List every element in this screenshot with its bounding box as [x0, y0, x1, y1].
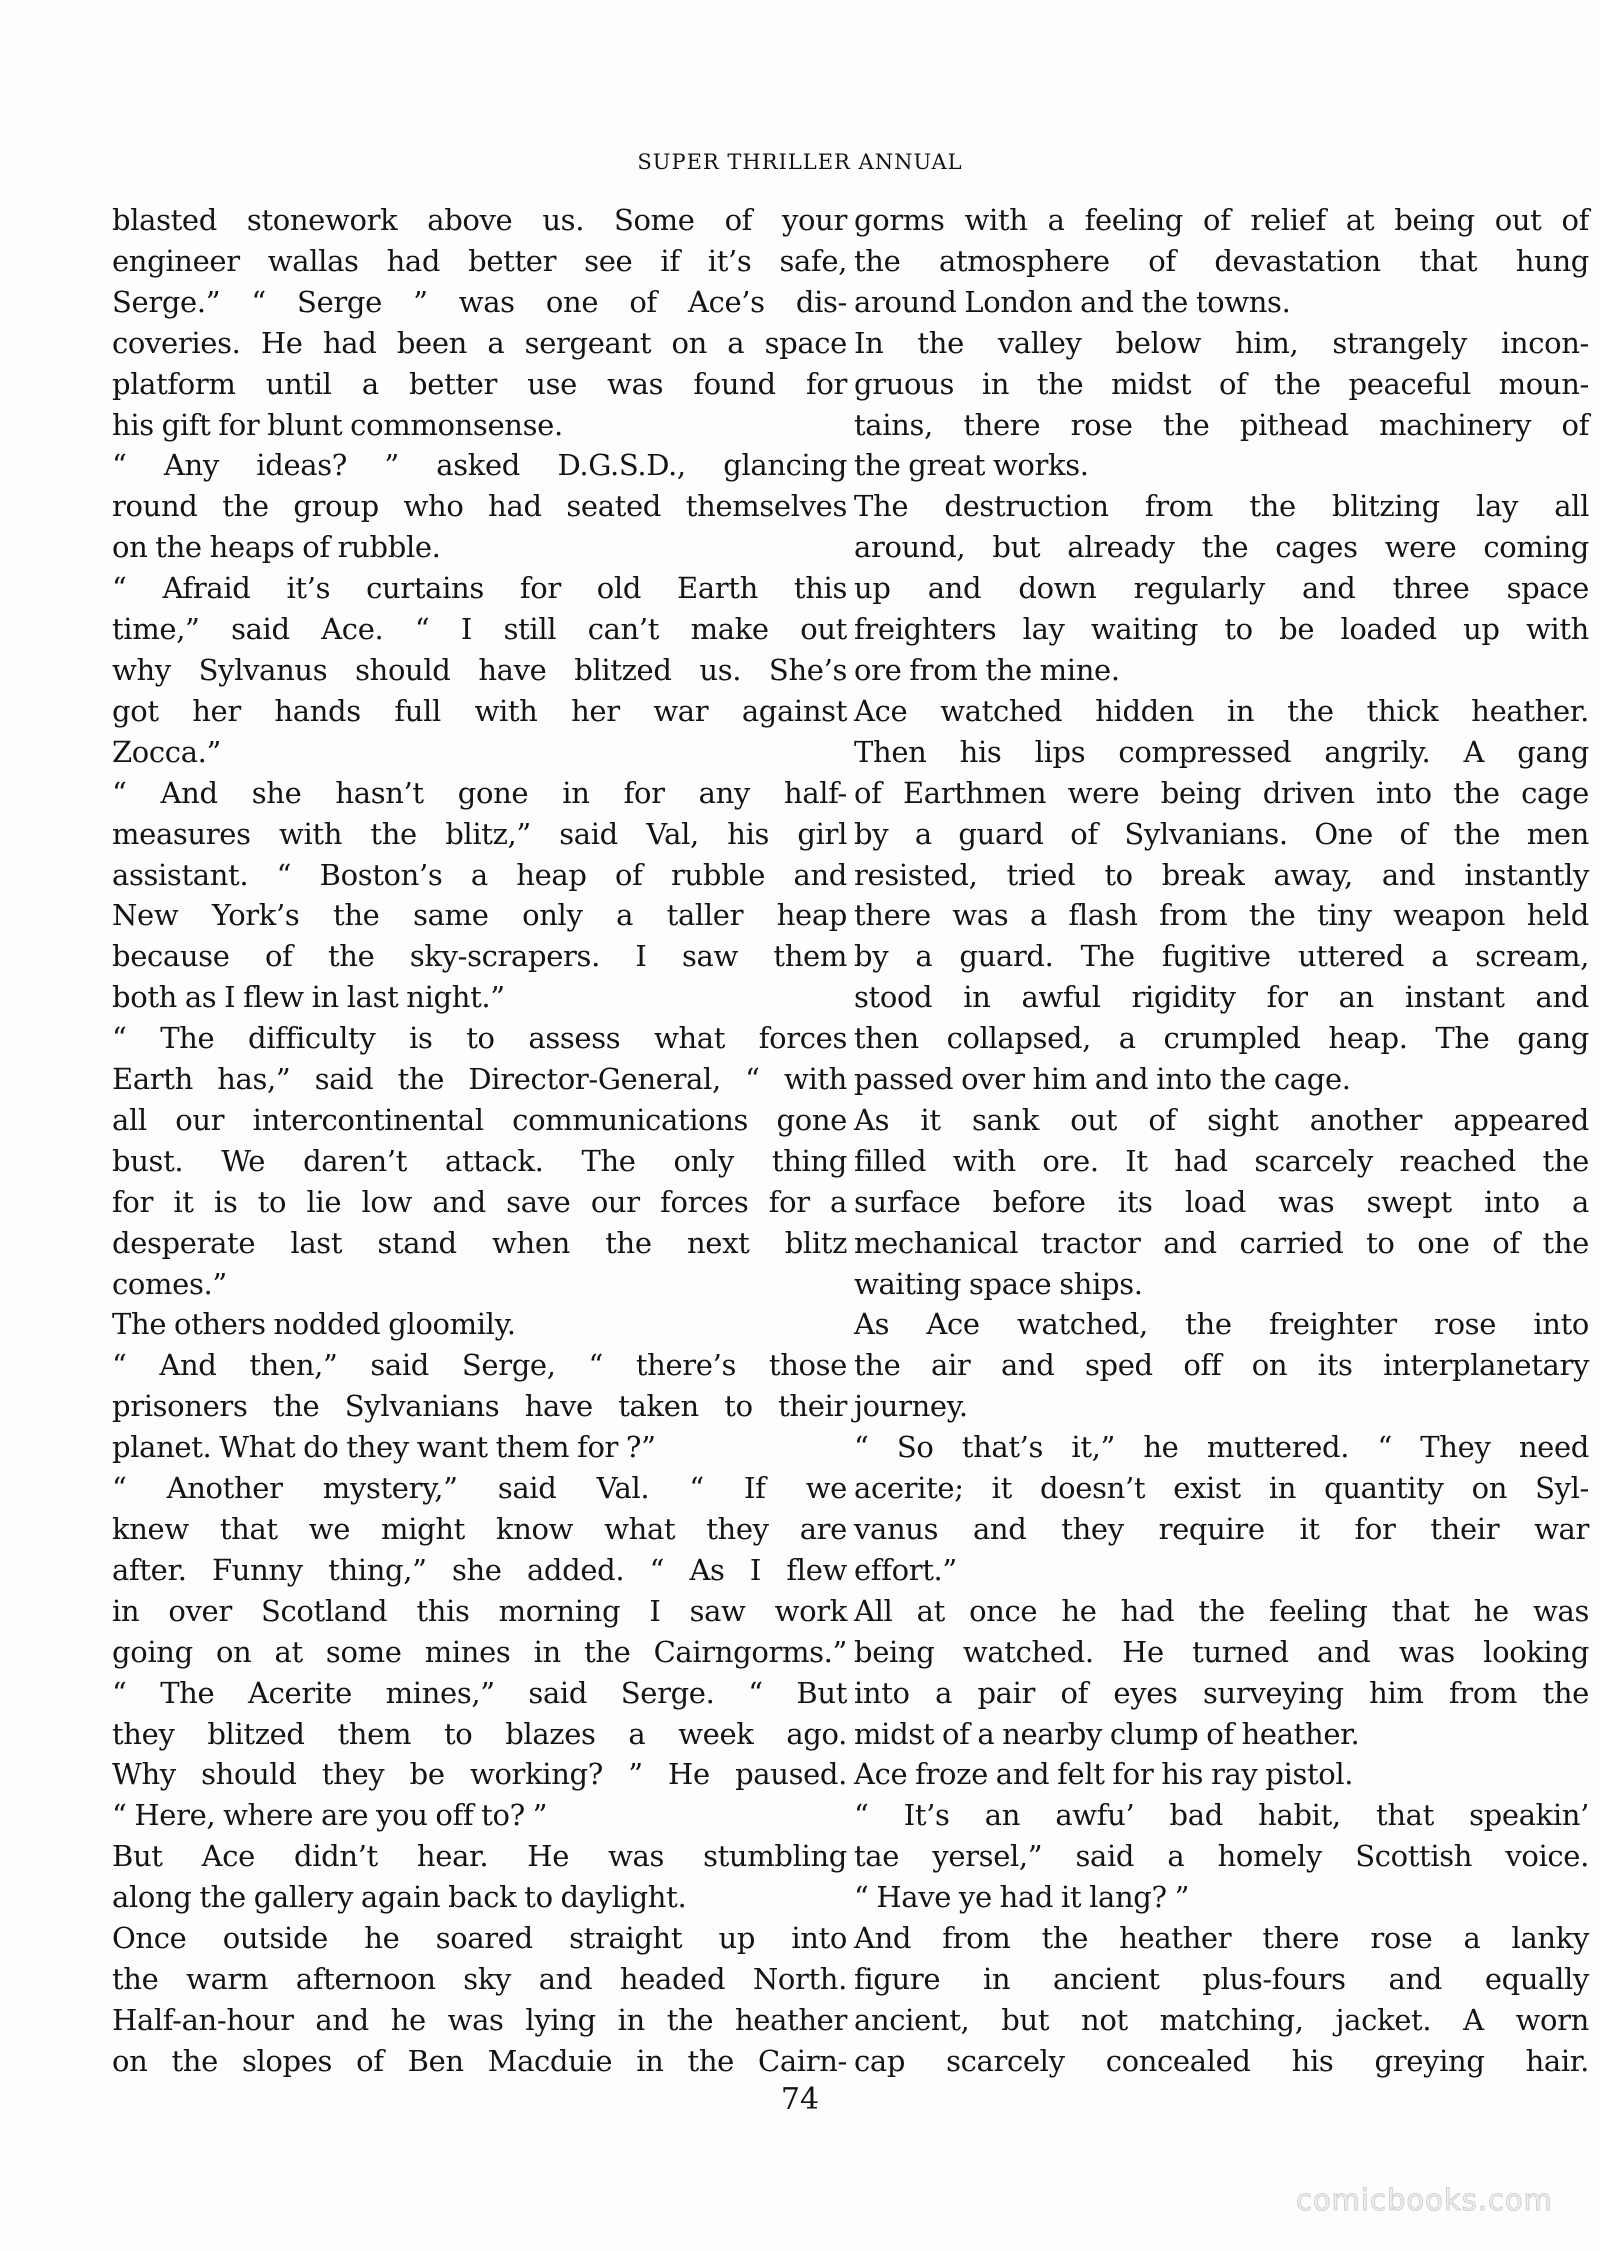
text-line: there was a flash from the tiny weapon held	[854, 898, 1589, 933]
page-number: 74	[780, 2082, 820, 2117]
text-line: for it is to lie low and save our forces for a	[112, 1184, 847, 1219]
text-line: tae yersel,” said a homely Scottish voice.	[854, 1839, 1589, 1874]
text-line: The destruction from the blitzing lay all	[854, 489, 1589, 524]
text-line: bust. We daren’t attack. The only thing	[112, 1143, 847, 1178]
text-line: waiting space ships.	[854, 1266, 1143, 1301]
text-line: because of the sky-scrapers. I saw them	[112, 939, 847, 974]
text-line: time,” said Ace. “ I still can’t make out	[112, 612, 847, 647]
text-line: by a guard of Sylvanians. One of the men	[854, 816, 1589, 851]
text-line: journey.	[854, 1389, 968, 1424]
text-line: acerite; it doesn’t exist in quantity on Syl-	[854, 1471, 1589, 1506]
text-line: the warm afternoon sky and headed North.	[112, 1961, 847, 1996]
text-line: passed over him and into the cage.	[854, 1062, 1351, 1097]
watermark: comicbooks.com	[1296, 2183, 1553, 2217]
text-line: both as I flew in last night.”	[112, 980, 505, 1015]
text-line: “ And then,” said Serge, “ there’s those	[112, 1348, 847, 1383]
text-line: why Sylvanus should have blitzed us. She’s	[112, 652, 847, 687]
text-line: on the heaps of rubble.	[112, 530, 441, 565]
text-line: “ The Acerite mines,” said Serge. “ But	[112, 1675, 847, 1710]
text-line: his gift for blunt commonsense.	[112, 407, 563, 442]
right-column	[854, 200, 1589, 2082]
text-line: planet. What do they want them for ?”	[112, 1430, 656, 1465]
text-line: on the slopes of Ben Macduie in the Cairn-	[112, 2043, 847, 2078]
text-line: cap scarcely concealed his greying hair.	[854, 2043, 1589, 2078]
text-line: coveries. He had been a sergeant on a space	[112, 325, 847, 360]
text-line: Earth has,” said the Director-General, “ with	[112, 1062, 847, 1097]
text-line: the air and sped off on its interplanetary	[854, 1348, 1589, 1383]
text-line: “ So that’s it,” he muttered. “ They need	[854, 1430, 1589, 1465]
text-line: Zocca.”	[112, 734, 221, 769]
text-line: midst of a nearby clump of heather.	[854, 1716, 1360, 1751]
text-line: ancient, but not matching, jacket. A worn	[854, 2002, 1589, 2037]
text-line: “ The difficulty is to assess what forces	[112, 1021, 847, 1056]
text-line: Serge.” “ Serge ” was one of Ace’s dis-	[112, 284, 847, 319]
running-head: SUPER THRILLER ANNUAL	[637, 150, 963, 174]
text-line: along the gallery again back to daylight.	[112, 1880, 687, 1915]
text-line: Once outside he soared straight up into	[112, 1921, 847, 1956]
text-line: “ Here, where are you off to? ”	[112, 1798, 548, 1833]
text-line: “ Have ye had it lang? ”	[854, 1880, 1190, 1915]
text-line: around London and the towns.	[854, 284, 1291, 319]
text-line: “ Afraid it’s curtains for old Earth this	[112, 571, 847, 606]
text-line: “ And she hasn’t gone in for any half-	[112, 775, 847, 810]
text-line: around, but already the cages were coming	[854, 530, 1589, 565]
text-line: got her hands full with her war against	[112, 693, 847, 728]
text-line: gorms with a feeling of relief at being out of	[854, 203, 1589, 237]
text-line: they blitzed them to blazes a week ago.	[112, 1716, 847, 1751]
text-line: figure in ancient plus-fours and equally	[854, 1961, 1589, 1996]
text-line: As it sank out of sight another appeared	[854, 1102, 1589, 1137]
left-column	[112, 200, 847, 2082]
text-line: surface before its load was swept into a	[854, 1184, 1589, 1219]
text-line: platform until a better use was found for	[112, 366, 847, 401]
text-line: going on at some mines in the Cairngorms.”	[112, 1634, 847, 1669]
text-line: ore from the mine.	[854, 652, 1120, 687]
text-line: of Earthmen were being driven into the cage	[854, 775, 1589, 810]
text-line: Half-an-hour and he was lying in the heather	[112, 2002, 847, 2037]
text-line: then collapsed, a crumpled heap. The gang	[854, 1021, 1589, 1056]
text-line: comes.”	[112, 1266, 227, 1301]
text-line: Why should they be working? ” He paused.	[112, 1757, 847, 1792]
text-line: All at once he had the feeling that he was	[854, 1593, 1589, 1628]
text-line: into a pair of eyes surveying him from the	[854, 1675, 1589, 1710]
text-line: New York’s the same only a taller heap	[112, 898, 847, 933]
text-line: assistant. “ Boston’s a heap of rubble and	[112, 857, 847, 892]
text-line: blasted stonework above us. Some of your	[112, 203, 847, 237]
text-line: Then his lips compressed angrily. A gang	[854, 734, 1589, 769]
text-line: measures with the blitz,” said Val, his girl	[112, 816, 847, 851]
text-line: engineer wallas had better see if it’s safe,	[112, 243, 847, 278]
text-line: the atmosphere of devastation that hung	[854, 243, 1589, 278]
text-line: resisted, tried to break away, and instantly	[854, 857, 1589, 892]
text-line: all our intercontinental communications gone	[112, 1102, 847, 1137]
text-line: knew that we might know what they are	[112, 1512, 847, 1546]
text-line: “ Another mystery,” said Val. “ If we	[112, 1471, 847, 1506]
text-line: freighters lay waiting to be loaded up with	[854, 612, 1589, 647]
text-line: mechanical tractor and carried to one of the	[854, 1225, 1589, 1260]
text-line: As Ace watched, the freighter rose into	[854, 1307, 1589, 1342]
text-line: The others nodded gloomily.	[112, 1307, 516, 1342]
text-line: gruous in the midst of the peaceful moun-	[854, 366, 1589, 401]
text-line: But Ace didn’t hear. He was stumbling	[112, 1839, 847, 1874]
text-line: the great works.	[854, 448, 1089, 483]
text-line: being watched. He turned and was looking	[854, 1634, 1589, 1669]
text-line: “ It’s an awfu’ bad habit, that speakin’	[854, 1798, 1589, 1833]
text-line: up and down regularly and three space	[854, 571, 1589, 606]
text-line: effort.”	[854, 1552, 957, 1587]
text-line: in over Scotland this morning I saw work	[112, 1593, 847, 1628]
text-line: “ Any ideas? ” asked D.G.S.D., glancing	[112, 448, 847, 483]
text-line: after. Funny thing,” she added. “ As I flew	[112, 1552, 847, 1587]
text-line: by a guard. The fugitive uttered a scream,	[854, 939, 1589, 974]
text-line: And from the heather there rose a lanky	[854, 1921, 1589, 1956]
text-line: desperate last stand when the next blitz	[112, 1225, 847, 1260]
text-line: stood in awful rigidity for an instant and	[854, 980, 1589, 1015]
text-line: vanus and they require it for their war	[854, 1512, 1589, 1546]
text-line: filled with ore. It had scarcely reached the	[854, 1143, 1589, 1178]
text-line: prisoners the Sylvanians have taken to their	[112, 1389, 847, 1424]
text-line: Ace watched hidden in the thick heather.	[854, 693, 1589, 728]
text-line: In the valley below him, strangely incon-	[854, 325, 1589, 360]
text-line: tains, there rose the pithead machinery of	[854, 407, 1589, 442]
text-line: round the group who had seated themselves	[112, 489, 847, 524]
text-line: Ace froze and felt for his ray pistol.	[854, 1757, 1354, 1792]
